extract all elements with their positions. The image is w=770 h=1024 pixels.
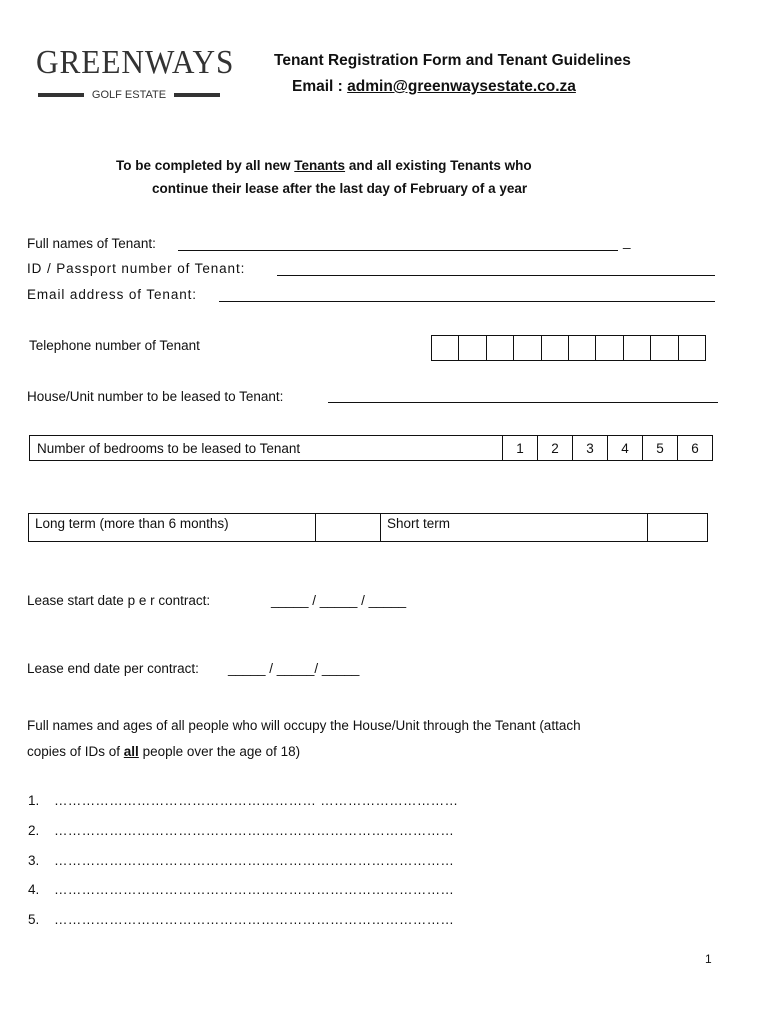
bedroom-option[interactable]: 6 (678, 436, 713, 461)
bedroom-option[interactable]: 2 (538, 436, 573, 461)
bedrooms-label: Number of bedrooms to be leased to Tenant (30, 436, 503, 461)
telephone-digit-boxes (431, 335, 706, 361)
occupant-line[interactable] (28, 882, 455, 897)
short-term-checkbox[interactable] (648, 514, 708, 542)
occupant-dotted-line: …………………………………………………………………………… (54, 882, 455, 897)
occupant-line[interactable] (28, 823, 455, 838)
email-label: Email : (292, 78, 348, 95)
occupants-emphasis: all (123, 744, 139, 759)
occupant-dotted-line: ………………………………………………… ………………………… (54, 793, 459, 808)
short-term-label: Short term (381, 514, 648, 542)
header-email-line (292, 78, 576, 96)
bedroom-option[interactable]: 5 (643, 436, 678, 461)
full-names-label: Full names of Tenant: (27, 236, 156, 251)
telephone-digit-box[interactable] (432, 336, 459, 361)
telephone-label: Telephone number of Tenant (29, 338, 200, 353)
page-number: 1 (705, 952, 712, 966)
occupant-line[interactable] (28, 853, 455, 868)
lease-start-label: Lease start date p e r contract: (27, 593, 211, 608)
intro-line-2: continue their lease after the last day of February of a year (152, 181, 528, 196)
telephone-digit-box[interactable] (459, 336, 486, 361)
logo-subtitle-row (38, 88, 220, 102)
long-term-checkbox[interactable] (316, 514, 381, 542)
intro-text-a: To be completed by all new (116, 158, 295, 173)
bedroom-option[interactable]: 1 (503, 436, 538, 461)
long-term-label: Long term (more than 6 months) (29, 514, 316, 542)
lease-end-input[interactable]: _____ / _____/ _____ (228, 661, 360, 676)
occupant-line[interactable] (28, 793, 459, 808)
occupant-number: 2. (28, 823, 40, 838)
occupants-instructions-1: Full names and ages of all people who will occupy the House/Unit through the Tenant (attach (27, 718, 581, 733)
form-title: Tenant Registration Form and Tenant Guidelines (274, 52, 631, 69)
logo-left-bar (38, 93, 84, 97)
intro-text-b: and all existing Tenants who (345, 158, 532, 173)
intro-line-1 (116, 158, 532, 173)
occupant-number: 1. (28, 793, 40, 808)
telephone-digit-box[interactable] (596, 336, 623, 361)
telephone-digit-box[interactable] (678, 336, 705, 361)
id-passport-label: ID / Passport number of Tenant: (27, 261, 246, 276)
telephone-digit-box[interactable] (651, 336, 678, 361)
telephone-digit-box[interactable] (514, 336, 541, 361)
logo-subtitle: GOLF ESTATE (91, 89, 167, 101)
email-address-input-line[interactable] (219, 301, 715, 302)
occupant-line[interactable] (28, 912, 455, 927)
occupant-number: 4. (28, 882, 40, 897)
telephone-digit-box[interactable] (623, 336, 650, 361)
occupants-text-a: copies of IDs of (27, 744, 124, 759)
lease-term-table (28, 513, 708, 542)
lease-start-input[interactable]: _____ / _____ / _____ (271, 593, 407, 608)
lease-end-label: Lease end date per contract: (27, 661, 199, 676)
logo-right-bar (174, 93, 220, 97)
occupant-number: 5. (28, 912, 40, 927)
telephone-digit-box[interactable] (541, 336, 568, 361)
email-link[interactable]: admin@greenwaysestate.co.za (347, 78, 576, 95)
full-names-input-line[interactable] (178, 250, 618, 251)
full-names-tail: _ (623, 234, 631, 249)
house-unit-label: House/Unit number to be leased to Tenant: (27, 389, 284, 404)
telephone-digit-box[interactable] (568, 336, 595, 361)
intro-underlined-word: Tenants (294, 158, 346, 173)
email-address-label: Email address of Tenant: (27, 287, 197, 302)
bedroom-option[interactable]: 3 (573, 436, 608, 461)
occupants-instructions-2 (27, 744, 300, 759)
house-unit-input-line[interactable] (328, 402, 718, 403)
occupants-text-b: people over the age of 18) (138, 744, 301, 759)
telephone-digit-box[interactable] (486, 336, 513, 361)
bedrooms-table (29, 435, 713, 461)
occupant-dotted-line: …………………………………………………………………………… (54, 823, 455, 838)
occupant-number: 3. (28, 853, 40, 868)
occupant-dotted-line: …………………………………………………………………………… (54, 853, 455, 868)
id-passport-input-line[interactable] (277, 275, 715, 276)
bedroom-option[interactable]: 4 (608, 436, 643, 461)
occupant-dotted-line: …………………………………………………………………………… (54, 912, 455, 927)
logo-text: GREENWAYS (36, 44, 235, 81)
